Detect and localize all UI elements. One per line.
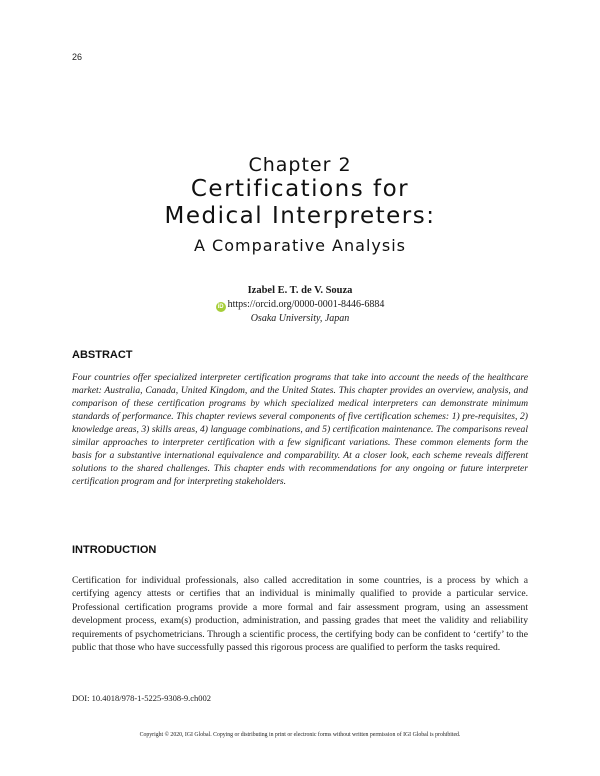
chapter-label: Chapter 2 bbox=[248, 154, 352, 176]
orcid-icon: iD bbox=[217, 304, 224, 310]
abstract-text: Four countries offer specialized interpreter certification programs that take into account the needs of the healthcare market: Australia, Canada, United Kingdom, and the United States. This chapter provides an overview, analysis, and comparison of these certification programs by which specialized medical interpreters can demonstrate minimum standards of performance. This chapter reviews several components of five certification schemes: 1) pre-requisites, 2) knowledge areas, 3) skills areas, 4) language combinations, and 5) certification maintenance. The comparisons reveal similar approaches to interpreter certification with a few significant variations. These common elements form the basis for a substantive international equivalence and comparability. At a closer look, each scheme reveals different solutions to the shared challenges. This chapter ends with recommendations for any ongoing or future interpreter certification program and for interpreting stakeholders. bbox=[72, 372, 528, 487]
abstract-heading: ABSTRACT bbox=[72, 349, 133, 361]
introduction-text: Certification for individual professionals, also called accreditation in some countries, is a process by which a certifying agency attests or certifies that an individual is minimally qualified to provide a particular service. Professional certification programs provide a more formal and fair assessment program, using an assessment development process, exam(s) production, administration, and passing grades that meet the validity and reliability requirements of psychometricians. Through a scientific process, the certifying body can be confident to ‘certify’ to the public that those who have successfully passed this rigorous process are qualified to perform the tasks required. bbox=[72, 575, 528, 654]
chapter-subtitle: A Comparative Analysis bbox=[194, 236, 406, 255]
page-number: 26 bbox=[72, 52, 83, 62]
author-affiliation: Osaka University, Japan bbox=[250, 313, 350, 324]
author-name: Izabel E. T. de V. Souza bbox=[247, 285, 353, 296]
orcid-line bbox=[0, 299, 600, 312]
doi-line: DOI: 10.4018/978-1-5225-9308-9.ch002 bbox=[72, 693, 212, 703]
chapter-title-line-1: Certifications for bbox=[190, 176, 410, 202]
copyright-notice: Copyright © 2020, IGI Global. Copying or distributing in print or electronic forms without written permission of IGI Global is prohibited. bbox=[139, 732, 461, 738]
chapter-title bbox=[0, 176, 600, 230]
introduction-heading: INTRODUCTION bbox=[72, 544, 157, 556]
chapter-title-line-2: Medical Interpreters: bbox=[164, 203, 436, 229]
orcid-link[interactable]: https://orcid.org/0000-0001-8446-6884 bbox=[227, 299, 385, 310]
